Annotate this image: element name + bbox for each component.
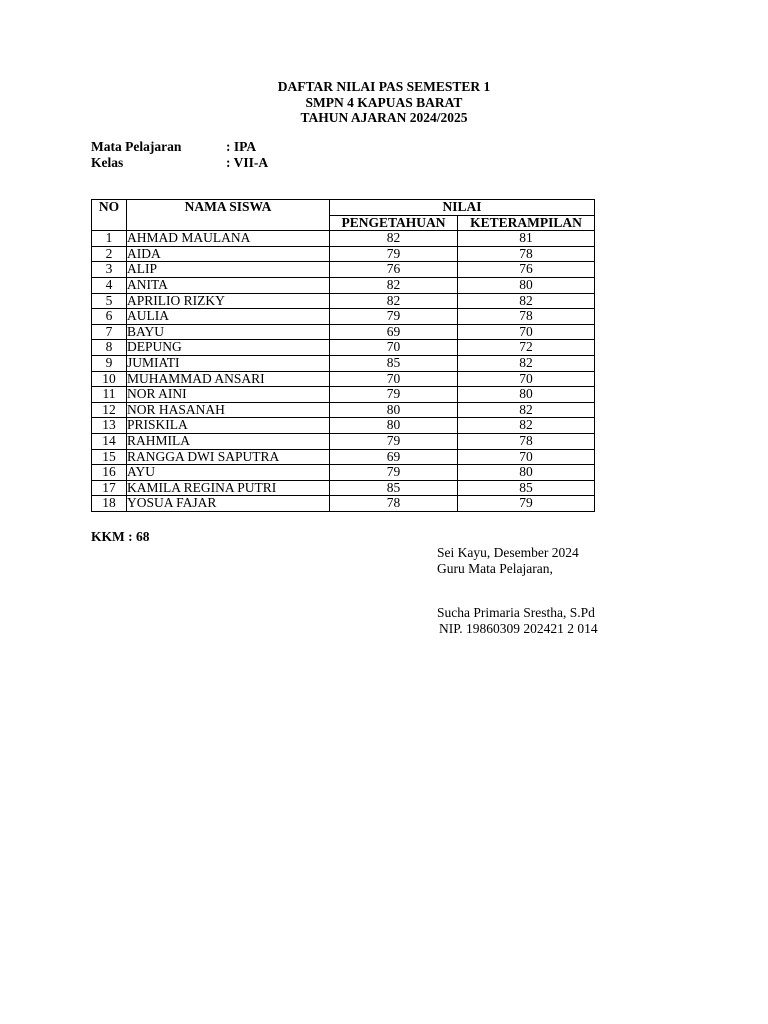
row-number: 5 xyxy=(92,293,127,309)
knowledge-score: 80 xyxy=(330,418,458,434)
knowledge-score: 79 xyxy=(330,246,458,262)
header-name: NAMA SISWA xyxy=(127,200,330,231)
row-number: 12 xyxy=(92,402,127,418)
row-number: 18 xyxy=(92,496,127,512)
student-name: APRILIO RIZKY xyxy=(127,293,330,309)
document-title xyxy=(0,79,768,126)
knowledge-score: 85 xyxy=(330,355,458,371)
skill-score: 80 xyxy=(458,387,595,403)
header-skill: KETERAMPILAN xyxy=(458,215,595,231)
row-number: 13 xyxy=(92,418,127,434)
table-row xyxy=(92,496,595,512)
knowledge-score: 70 xyxy=(330,371,458,387)
student-name: ALIP xyxy=(127,262,330,278)
title-line-1: DAFTAR NILAI PAS SEMESTER 1 xyxy=(277,79,491,94)
knowledge-score: 78 xyxy=(330,496,458,512)
student-name: NOR AINI xyxy=(127,387,330,403)
row-number: 9 xyxy=(92,355,127,371)
row-number: 6 xyxy=(92,309,127,325)
skill-score: 72 xyxy=(458,340,595,356)
grades-table xyxy=(91,199,595,512)
row-number: 3 xyxy=(92,262,127,278)
signature-place-date: Sei Kayu, Desember 2024 xyxy=(437,545,579,560)
student-name: NOR HASANAH xyxy=(127,402,330,418)
student-name: AYU xyxy=(127,465,330,481)
subject-value: : IPA xyxy=(226,139,257,154)
student-name: KAMILA REGINA PUTRI xyxy=(127,480,330,496)
table-row xyxy=(92,387,595,403)
class-label: Kelas xyxy=(91,154,124,170)
title-line-3: TAHUN AJARAN 2024/2025 xyxy=(300,110,468,125)
subject-row xyxy=(91,139,268,155)
row-number: 2 xyxy=(92,246,127,262)
table-row xyxy=(92,262,595,278)
student-name: BAYU xyxy=(127,324,330,340)
knowledge-score: 69 xyxy=(330,324,458,340)
row-number: 17 xyxy=(92,480,127,496)
table-row xyxy=(92,418,595,434)
signature-space xyxy=(437,576,598,605)
row-number: 11 xyxy=(92,387,127,403)
skill-score: 78 xyxy=(458,433,595,449)
grades-table-header xyxy=(92,200,595,231)
row-number: 15 xyxy=(92,449,127,465)
student-name: RANGGA DWI SAPUTRA xyxy=(127,449,330,465)
knowledge-score: 82 xyxy=(330,277,458,293)
row-number: 8 xyxy=(92,340,127,356)
class-value: : VII-A xyxy=(226,154,269,170)
row-number: 14 xyxy=(92,433,127,449)
student-name: DEPUNG xyxy=(127,340,330,356)
knowledge-score: 70 xyxy=(330,340,458,356)
table-row xyxy=(92,324,595,340)
skill-score: 80 xyxy=(458,465,595,481)
header-no: NO xyxy=(92,200,127,231)
header-row-1 xyxy=(92,200,595,216)
row-number: 10 xyxy=(92,371,127,387)
subject-label: Mata Pelajaran xyxy=(91,139,182,154)
skill-score: 82 xyxy=(458,418,595,434)
student-name: JUMIATI xyxy=(127,355,330,371)
row-number: 1 xyxy=(92,231,127,247)
kkm-note: KKM : 68 xyxy=(91,529,150,544)
skill-score: 82 xyxy=(458,402,595,418)
student-name: PRISKILA xyxy=(127,418,330,434)
skill-score: 82 xyxy=(458,355,595,371)
skill-score: 80 xyxy=(458,277,595,293)
table-row xyxy=(92,433,595,449)
table-row xyxy=(92,355,595,371)
signature-role: Guru Mata Pelajaran, xyxy=(437,560,553,576)
knowledge-score: 80 xyxy=(330,402,458,418)
student-name: AULIA xyxy=(127,309,330,325)
student-name: YOSUA FAJAR xyxy=(127,496,330,512)
document-meta xyxy=(91,139,268,170)
header-knowledge: PENGETAHUAN xyxy=(330,215,458,231)
skill-score: 81 xyxy=(458,231,595,247)
skill-score: 70 xyxy=(458,371,595,387)
knowledge-score: 69 xyxy=(330,449,458,465)
grades-table-body xyxy=(92,231,595,512)
class-row xyxy=(91,155,268,171)
table-row xyxy=(92,309,595,325)
student-name: AHMAD MAULANA xyxy=(127,231,330,247)
table-row xyxy=(92,277,595,293)
table-row xyxy=(92,371,595,387)
table-row xyxy=(92,293,595,309)
knowledge-score: 82 xyxy=(330,231,458,247)
table-row xyxy=(92,465,595,481)
signature-name: Sucha Primaria Srestha, S.Pd xyxy=(437,605,595,620)
knowledge-score: 79 xyxy=(330,309,458,325)
header-nilai: NILAI xyxy=(330,200,595,216)
table-row xyxy=(92,231,595,247)
skill-score: 85 xyxy=(458,480,595,496)
table-row xyxy=(92,449,595,465)
row-number: 4 xyxy=(92,277,127,293)
table-row xyxy=(92,340,595,356)
signature-nip: NIP. 19860309 202421 2 014 xyxy=(439,620,598,636)
row-number: 16 xyxy=(92,465,127,481)
knowledge-score: 82 xyxy=(330,293,458,309)
table-row xyxy=(92,246,595,262)
signature-block xyxy=(437,545,598,636)
knowledge-score: 79 xyxy=(330,465,458,481)
table-row xyxy=(92,402,595,418)
skill-score: 76 xyxy=(458,262,595,278)
student-name: ANITA xyxy=(127,277,330,293)
title-line-2: SMPN 4 KAPUAS BARAT xyxy=(305,94,463,110)
knowledge-score: 85 xyxy=(330,480,458,496)
skill-score: 82 xyxy=(458,293,595,309)
knowledge-score: 79 xyxy=(330,387,458,403)
skill-score: 70 xyxy=(458,449,595,465)
student-name: MUHAMMAD ANSARI xyxy=(127,371,330,387)
row-number: 7 xyxy=(92,324,127,340)
table-row xyxy=(92,480,595,496)
skill-score: 79 xyxy=(458,496,595,512)
knowledge-score: 79 xyxy=(330,433,458,449)
skill-score: 78 xyxy=(458,246,595,262)
knowledge-score: 76 xyxy=(330,262,458,278)
skill-score: 70 xyxy=(458,324,595,340)
student-name: AIDA xyxy=(127,246,330,262)
skill-score: 78 xyxy=(458,309,595,325)
student-name: RAHMILA xyxy=(127,433,330,449)
